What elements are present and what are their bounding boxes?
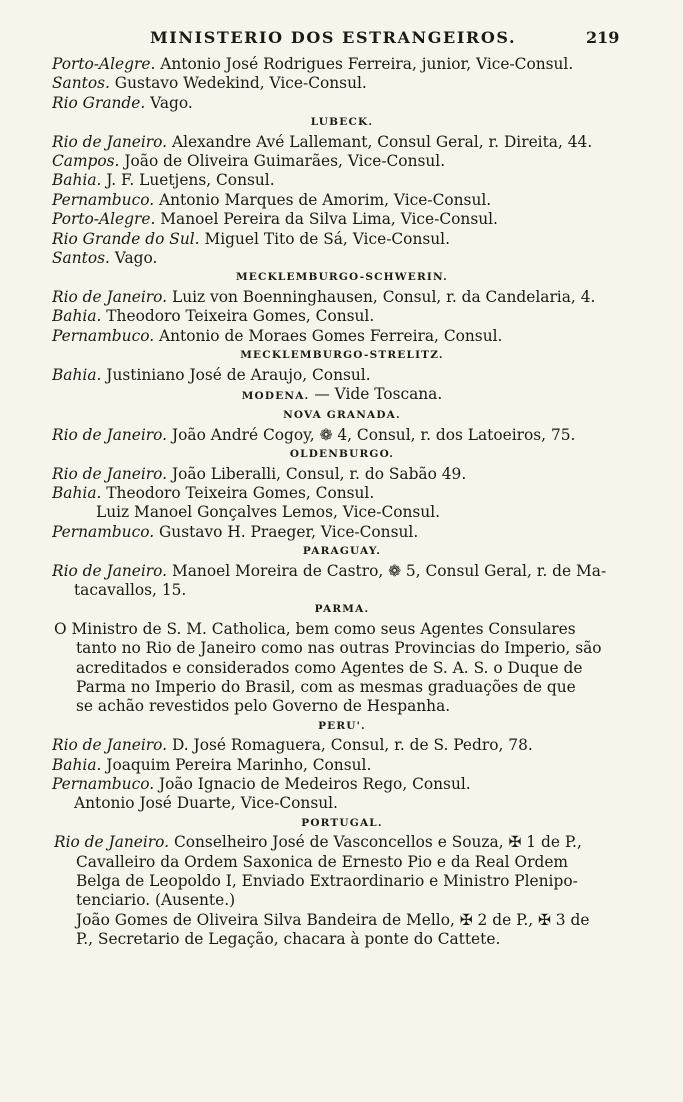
- parma-paragraph: [52, 620, 632, 717]
- entry-line: [52, 366, 632, 385]
- page-header: [0, 28, 683, 52]
- entry-line: [52, 249, 632, 268]
- entry-text: Manoel Pereira da Silva Lima, Vice-Consul.: [160, 210, 498, 229]
- section-heading-oldenburgo: OLDENBURGO.: [289, 448, 395, 461]
- entry-line: [52, 171, 632, 190]
- entry-text: João de Oliveira Guimarães, Vice-Consul.: [124, 152, 446, 171]
- page-number: 219: [586, 28, 620, 47]
- entry-text: Justiniano José de Araujo, Consul.: [106, 365, 371, 384]
- paragraph-line: P., Secretario de Legação, chacara à ponte do Cattete.: [76, 930, 501, 949]
- section-heading-paraguay: PARAGUAY.: [302, 545, 382, 558]
- entry-line: [52, 484, 632, 503]
- entry-line: [52, 74, 632, 93]
- entry-line: [52, 55, 632, 74]
- entry-line: [52, 736, 632, 755]
- entry-text: João Ignacio de Medeiros Rego, Consul.: [159, 775, 471, 794]
- entry-city: Rio de Janeiro.: [52, 736, 168, 755]
- entry-text: Antonio José Rodrigues Ferreira, junior, Vice-Consul.: [160, 55, 574, 73]
- section-heading-mecklemburgo-schwerin: MECKLEMBURGO-SCHWERIN.: [235, 271, 448, 284]
- entry-text: Conselheiro José de Vasconcellos e Souza, ✠ 1 de P.,: [173, 833, 582, 852]
- entry-line: [52, 327, 632, 346]
- portugal-entry-2: [52, 911, 632, 950]
- entry-text: Luiz von Boenninghausen, Consul, r. da Candelaria, 4.: [171, 287, 596, 306]
- entry-text: Theodoro Teixeira Gomes, Consul.: [106, 483, 375, 502]
- entry-city: Rio de Janeiro.: [52, 132, 168, 151]
- entry-text: Vago.: [150, 93, 193, 112]
- section-heading-peru: PERU'.: [318, 719, 366, 732]
- entry-line: [52, 307, 632, 326]
- modena-text: — Vide Toscana.: [314, 384, 443, 403]
- entry-text: Alexandre Avé Lallemant, Consul Geral, r. Direita, 44.: [171, 132, 593, 151]
- entry-text: Theodoro Teixeira Gomes, Consul.: [106, 307, 375, 326]
- entry-city: Porto-Alegre.: [52, 210, 156, 229]
- entry-line: [52, 230, 632, 249]
- entry-line: [52, 94, 632, 113]
- entry-line: [52, 562, 632, 581]
- entry-city: Bahia.: [52, 483, 102, 502]
- entry-text: Manoel Moreira de Castro, ❁ 5, Consul Geral, r. de Ma-: [171, 561, 607, 580]
- section-heading-modena: MODENA.: [241, 389, 310, 402]
- entry-city: Rio de Janeiro.: [52, 464, 168, 483]
- modena-line: [52, 385, 632, 406]
- entry-text: Gustavo H. Praeger, Vice-Consul.: [159, 522, 419, 541]
- entry-city: Rio de Janeiro.: [54, 833, 170, 852]
- entry-city: Bahia.: [52, 755, 102, 774]
- entry-city: Bahia.: [52, 365, 102, 384]
- entry-line: [52, 465, 632, 484]
- entry-line: [52, 426, 632, 445]
- entry-line: [52, 775, 632, 794]
- entry-city: Rio de Janeiro.: [52, 287, 168, 306]
- paragraph-line: O Ministro de S. M. Catholica, bem como seus Agentes Consulares: [54, 619, 576, 638]
- entry-city: Santos.: [52, 74, 110, 93]
- entry-city: Rio de Janeiro.: [52, 561, 168, 580]
- entry-city: Pernambuco.: [52, 190, 155, 209]
- section-heading-nova-granada: NOVA GRANADA.: [283, 409, 401, 422]
- entry-text: J. F. Luetjens, Consul.: [106, 171, 275, 190]
- entry-line: [52, 288, 632, 307]
- entry-city: Rio Grande do Sul.: [52, 229, 200, 248]
- entry-line: [52, 581, 632, 600]
- paragraph-line: Belga de Leopoldo I, Enviado Extraordinario e Ministro Plenipo-: [76, 872, 578, 891]
- entry-text: Antonio Marques de Amorim, Vice-Consul.: [159, 190, 492, 209]
- entry-text: Vago.: [114, 249, 158, 268]
- entry-line: [52, 523, 632, 542]
- paragraph-line: se achão revestidos pelo Governo de Hespanha.: [76, 697, 451, 716]
- entry-city: Bahia.: [52, 307, 102, 326]
- section-heading-mecklemburgo-strelitz: MECKLEMBURGO-STRELITZ.: [240, 349, 444, 362]
- paragraph-line: Cavalleiro da Ordem Saxonica de Ernesto Pio e da Real Ordem: [76, 852, 569, 871]
- entry-text: D. José Romaguera, Consul, r. de S. Pedro, 78.: [171, 736, 533, 755]
- entry-text: Antonio José Duarte, Vice-Consul.: [74, 794, 338, 813]
- entry-city: Rio de Janeiro.: [52, 425, 168, 444]
- entry-city: Pernambuco.: [52, 522, 155, 541]
- entry-text: Antonio de Moraes Gomes Ferreira, Consul.: [159, 326, 503, 345]
- paragraph-line: acreditados e considerados como Agentes de S. A. S. o Duque de: [76, 658, 583, 677]
- entry-text: Luiz Manoel Gonçalves Lemos, Vice-Consul.: [96, 503, 441, 522]
- entry-text: João André Cogoy, ❁ 4, Consul, r. dos Latoeiros, 75.: [171, 425, 576, 444]
- paragraph-line: tenciario. (Ausente.): [76, 891, 236, 910]
- entry-text: tacavallos, 15.: [74, 580, 187, 599]
- page-content: [52, 55, 632, 950]
- entry-text: Joaquim Pereira Marinho, Consul.: [106, 755, 372, 774]
- section-heading-parma: PARMA.: [314, 603, 370, 616]
- entry-line: [52, 756, 632, 775]
- paragraph-line: [54, 833, 632, 852]
- entry-city: Rio Grande.: [52, 93, 146, 112]
- entry-line: [52, 191, 632, 210]
- entry-line: [52, 794, 632, 813]
- section-heading-lubeck: LUBECK.: [310, 116, 374, 129]
- entry-line: [52, 210, 632, 229]
- section-heading-portugal: PORTUGAL.: [301, 816, 383, 829]
- entry-city: Bahia.: [52, 171, 102, 190]
- entry-city: Pernambuco.: [52, 326, 155, 345]
- entry-text: Miguel Tito de Sá, Vice-Consul.: [204, 229, 450, 248]
- paragraph-line: Parma no Imperio do Brasil, com as mesmas graduações de que: [76, 678, 576, 696]
- entry-line: [52, 152, 632, 171]
- entry-city: Campos.: [52, 152, 120, 171]
- running-title: MINISTERIO DOS ESTRANGEIROS.: [150, 28, 517, 47]
- portugal-entry-1: [52, 833, 632, 911]
- entry-city: Santos.: [52, 249, 110, 268]
- entry-line: [52, 503, 632, 522]
- entry-city: Pernambuco.: [52, 775, 155, 794]
- entry-text: Gustavo Wedekind, Vice-Consul.: [114, 74, 367, 93]
- entry-city: Porto-Alegre.: [52, 55, 156, 73]
- entry-text: João Liberalli, Consul, r. do Sabão 49.: [171, 464, 467, 483]
- entry-line: [52, 133, 632, 152]
- paragraph-line: tanto no Rio de Janeiro como nas outras Provincias do Imperio, são: [76, 639, 602, 658]
- paragraph-line: João Gomes de Oliveira Silva Bandeira de Mello, ✠ 2 de P., ✠ 3 de: [76, 910, 590, 929]
